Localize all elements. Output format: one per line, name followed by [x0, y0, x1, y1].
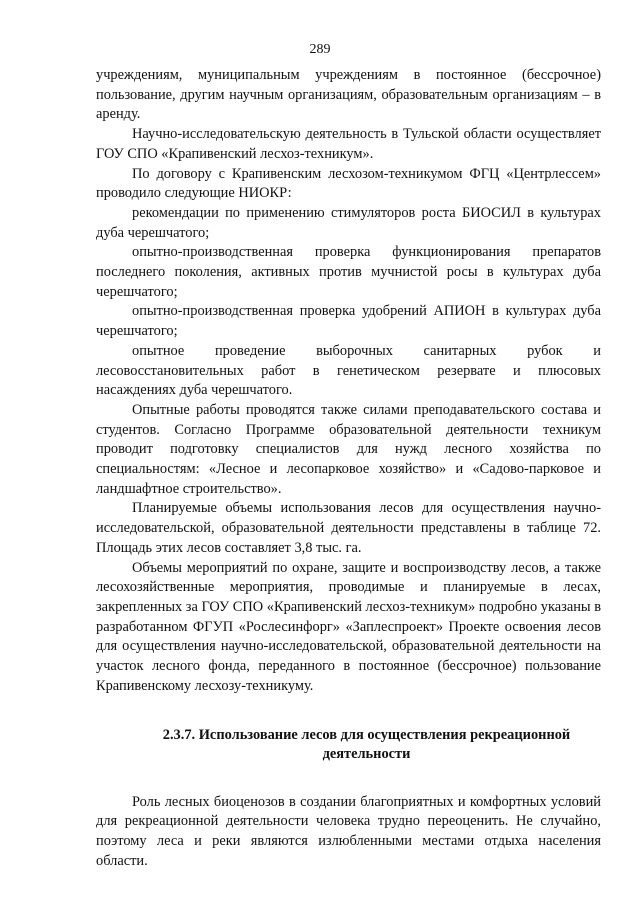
- paragraphs-before-heading: [96, 66, 601, 697]
- paragraph: Опытные работы проводятся также силами преподавательского состава и студентов. Согласно Программе образовательной деятельности техникум проводит подготовку специалистов для нужд лесного хозяйства по специальностям: «Лесное и лесопарковое хозяйство» и «Садово-парковое и ландшафтное строительство».: [96, 401, 601, 497]
- page-number: 289: [309, 42, 331, 57]
- document-body: [96, 66, 601, 871]
- paragraph: Научно-исследовательскую деятельность в Тульской области осуществляет ГОУ СПО «Крапивенский лесхоз-техникум».: [96, 126, 601, 162]
- paragraph: опытно-производственная проверка функционирования препаратов последнего поколения, активных против мучнистой росы в культурах дуба черешчатого;: [96, 244, 601, 300]
- section-heading-line-1: 2.3.7. Использование лесов для осуществления рекреационной: [162, 726, 571, 743]
- paragraph: По договору с Крапивенским лесхозом-техникумом ФГЦ «Центрлессем» проводило следующие НИОКР:: [96, 165, 601, 202]
- paragraph: опытно-производственная проверка удобрений АПИОН в культурах дуба черешчатого;: [96, 303, 601, 340]
- paragraph: Планируемые объемы использования лесов для осуществления научно-исследовательской, образовательной деятельности представлены в таблице 72. Площадь этих лесов составляет 3,8 тыс. га.: [96, 500, 601, 556]
- paragraph: рекомендации по применению стимуляторов роста БИОСИЛ в культурах дуба черешчатого;: [96, 204, 601, 241]
- paragraph: Объемы мероприятий по охране, защите и воспроизводству лесов, а также лесохозяйственные мероприятия, проводимые и планируемые в лесах, закрепленных за ГОУ СПО «Крапивенский лесхоз-техникум» подробно указаны в разработанном ФГУП «Рослесинфорг» «Заплеспроект» Проекте освоения лесов для осуществления научно-исследовательской, образовательной деятельности на участок лесного фонда, переданного в постоянное (бессрочное) пользование Крапивенскому лесхозу-техникуму.: [96, 559, 601, 694]
- section-heading-line-2: деятельности: [322, 745, 411, 762]
- paragraph: Роль лесных биоценозов в создании благоприятных и комфортных условий для рекреационной деятельности человека трудно переоценить. Не случайно, поэтому леса и реки являются излюбленными местами отдыха населения области.: [96, 793, 601, 869]
- paragraphs-after-heading: [96, 793, 601, 872]
- paragraph: учреждениям, муниципальным учреждениям в постоянное (бессрочное) пользование, другим научным организациям, образовательным организациям – в аренду.: [96, 67, 601, 123]
- section-heading: [96, 726, 601, 764]
- paragraph: опытное проведение выборочных санитарных рубок и лесовосстановительных работ в генетическом резервате и плюсовых насаждениях дуба черешчатого.: [96, 342, 601, 399]
